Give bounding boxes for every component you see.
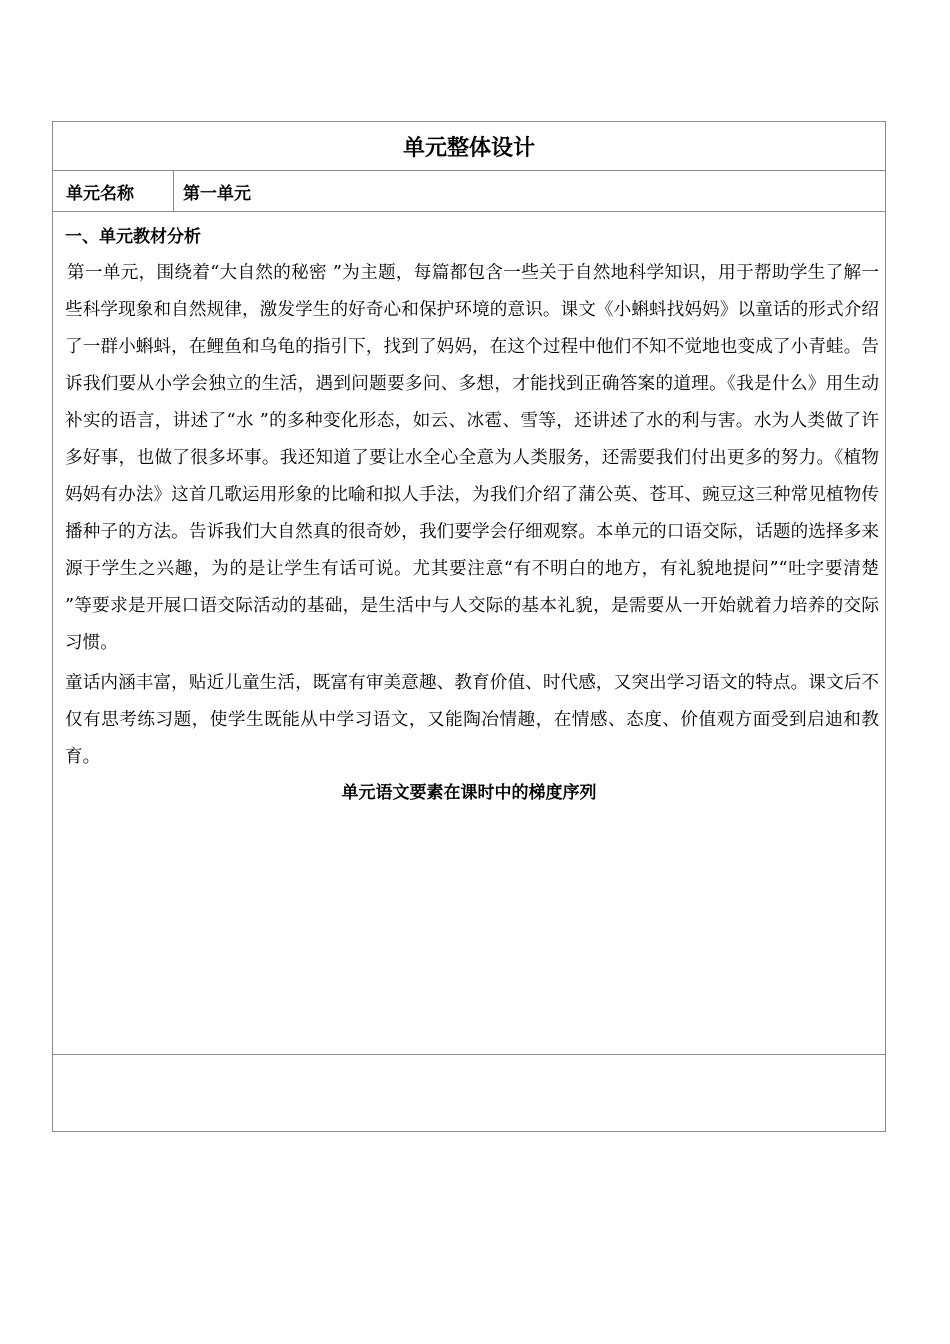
unit-name-row — [53, 171, 885, 212]
unit-design-table — [52, 121, 886, 1132]
gradient-sequence-heading: 单元语文要素在课时中的梯度序列 — [341, 783, 597, 803]
table-title: 单元整体设计 — [53, 122, 885, 171]
unit-name-value: 第一单元 — [183, 183, 251, 204]
analysis-cell — [53, 212, 885, 1055]
unit-name-label: 单元名称 — [53, 171, 174, 211]
analysis-paragraph-1: 第一单元，围绕着“大自然的秘密 ”为主题，每篇都包含一些关于自然地科学知识，用于帮助学生了解一些科学现象和自然规律，激发学生的好奇心和保护环境的意识。课文《小蝌蚪找妈妈》以童话的形式介绍了一群小蝌蚪，在鲤鱼和乌龟的指引下，找到了妈妈，在这个过程中他们不知不觉地也变成了小青蛙。告诉我们要从小学会独立的生活，遇到问题要多问、多想，才能找到正确答案的道理。《我是什么》用生动补实的语言，讲述了“水 ”的多种变化形态，如云、冰雹、雪等，还讲述了水的利与害。水为人类做了许多好事，也做了很多坏事。我还知道了要让水全心全意为人类服务，还需要我们付出更多的努力。《植物妈妈有办法》这首几歌运用形象的比喻和拟人手法，为我们介绍了蒲公英、苍耳、豌豆这三种常见植物传播种子的方法。告诉我们大自然真的很奇妙，我们要学会仔细观察。本单元的口语交际，话题的选择多来源于学生之兴趣，为的是让学生有话可说。尤其要注意“有不明白的地方，有礼貌地提问”“吐字要清楚 ”等要求是开展口语交际活动的基础，是生活中与人交际的基本礼貌，是需要从一开始就着力培养的交际习惯。 — [65, 263, 879, 653]
empty-bottom-cell — [53, 1055, 885, 1131]
analysis-paragraph-2: 童话内涵丰富，贴近儿童生活，既富有审美意趣、教育价值、时代感，又突出学习语文的特点。课文后不仅有思考练习题，使学生既能从中学习语文，又能陶冶情趣，在情感、态度、价值观方面受到启迪和教育。 — [65, 673, 879, 767]
analysis-heading: 一、单元教材分析 — [65, 227, 201, 247]
